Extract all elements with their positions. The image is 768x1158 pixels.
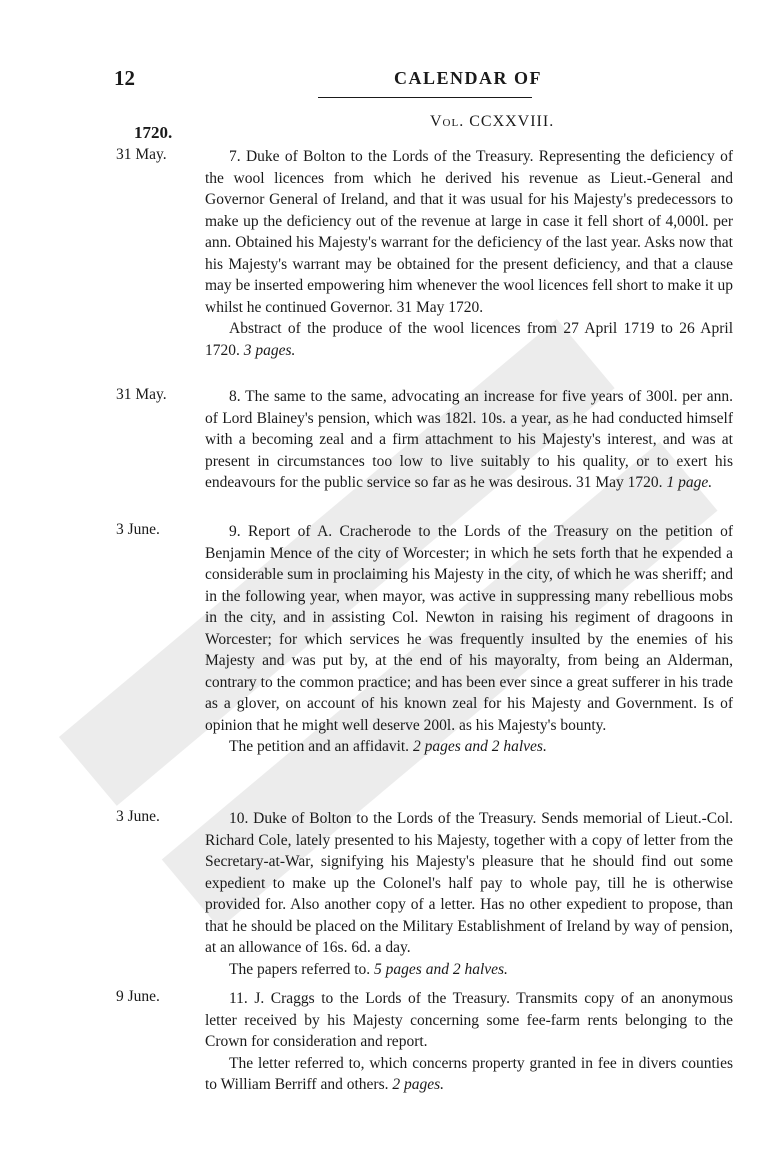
volume-number: CCXXVIII. [469, 113, 555, 130]
entry-enclosure: The papers referred to. [229, 960, 371, 978]
volume-heading [430, 113, 554, 131]
calendar-entry [205, 386, 733, 494]
entry-enclosure: The petition and an affidavit. [229, 738, 410, 755]
calendar-entry [205, 808, 733, 980]
entry-body: 9. Report of A. Cracherode to the Lords of the Treasury on the petition of Benjamin Mence of the city of Worcester; in which he sets forth that he expended a considerable sum in proclaiming his Majesty in the city, of which he was sheriff; and in the following year, when mayor, was active in suppressing many rebellious mobs in the city, and in assisting Col. Newton in raising his regiment of dragoons in Worcester; for which services he was frequently insulted by the enemies of his Majesty and was put by, at the end of his mayoralty, from being an Alderman, contrary to the common practice; and has been ever since a great sufferer in his trade as a glover, on account of his known zeal for his Majesty and Government. Is of opinion that he might well deserve 200l. as his Majesty's bounty. [205, 523, 733, 734]
page-number: 12 [114, 66, 135, 90]
enclosure-pages: 3 pages. [243, 341, 296, 359]
header-rule [318, 97, 532, 98]
entry-date: 3 June. [116, 808, 160, 825]
entry-enclosure: Abstract of the produce of the wool licences from 27 April 1719 to 26 April 1720. [205, 320, 733, 359]
entry-body: 7. Duke of Bolton to the Lords of the Treasury. Representing the deficiency of the wool licences from which he derived his revenue as Lieut.-General and Governor General of Ireland, and that it was usual for his Majesty's predecessors to make up the deficiency out of the revenue at large in case it fell short of 4,000l. per ann. Obtained his Majesty's warrant for the deficiency of the last year. Asks now that his Majesty's warrant may be obtained for the present deficiency, and that a clause may be inserted empowering him whenever the wool licences fell short to make it up whilst he continued Governor. 31 May 1720. [205, 148, 733, 316]
calendar-entry [205, 988, 733, 1096]
entry-pages: 1 page. [666, 474, 713, 491]
entry-date: 31 May. [116, 386, 167, 403]
entry-body: 8. The same to the same, advocating an increase for five years of 300l. per ann. of Lord Blainey's pension, which was 182l. 10s. a year, as he had conducted himself with a becoming zeal and a firm attachment to his Majesty's interest, and was at present in circumstances too low to live suitably to his quality, or to exert his endeavours for the public service so far as he was desirous. 31 May 1720. [205, 388, 733, 491]
calendar-entry [205, 146, 733, 361]
entry-body: 11. J. Craggs to the Lords of the Treasury. Transmits copy of an anonymous letter received by his Majesty concerning some fee-farm rents belonging to the Crown for consideration and report. [205, 990, 733, 1050]
entry-enclosure: The letter referred to, which concerns property granted in fee in divers counties to William Berriff and others. [205, 1054, 733, 1093]
entry-date: 31 May. [116, 146, 167, 163]
entry-body: 10. Duke of Bolton to the Lords of the Treasury. Sends memorial of Lieut.-Col. Richard Cole, lately presented to his Majesty, together with a copy of letter from the Secretary-at-War, signifying his Majesty's pleasure that he should find out some expedient to make up the Colonel's half pay to whole pay, till he is otherwise provided for. Also another copy of a letter. Has no other expedient to propose, than that he should be placed on the Military Establishment of Ireland by way of pension, at an allowance of 16s. 6d. a day. [205, 810, 733, 956]
entry-date: 9 June. [116, 988, 160, 1005]
enclosure-pages: 5 pages and 2 halves. [374, 960, 508, 978]
running-head: CALENDAR OF [394, 68, 543, 88]
entry-date: 3 June. [116, 521, 160, 538]
calendar-entry [205, 521, 733, 758]
enclosure-pages: 2 pages and 2 halves. [412, 738, 547, 755]
enclosure-pages: 2 pages. [392, 1076, 445, 1093]
volume-prefix: Vol. [430, 113, 465, 130]
year-label: 1720. [134, 123, 173, 142]
